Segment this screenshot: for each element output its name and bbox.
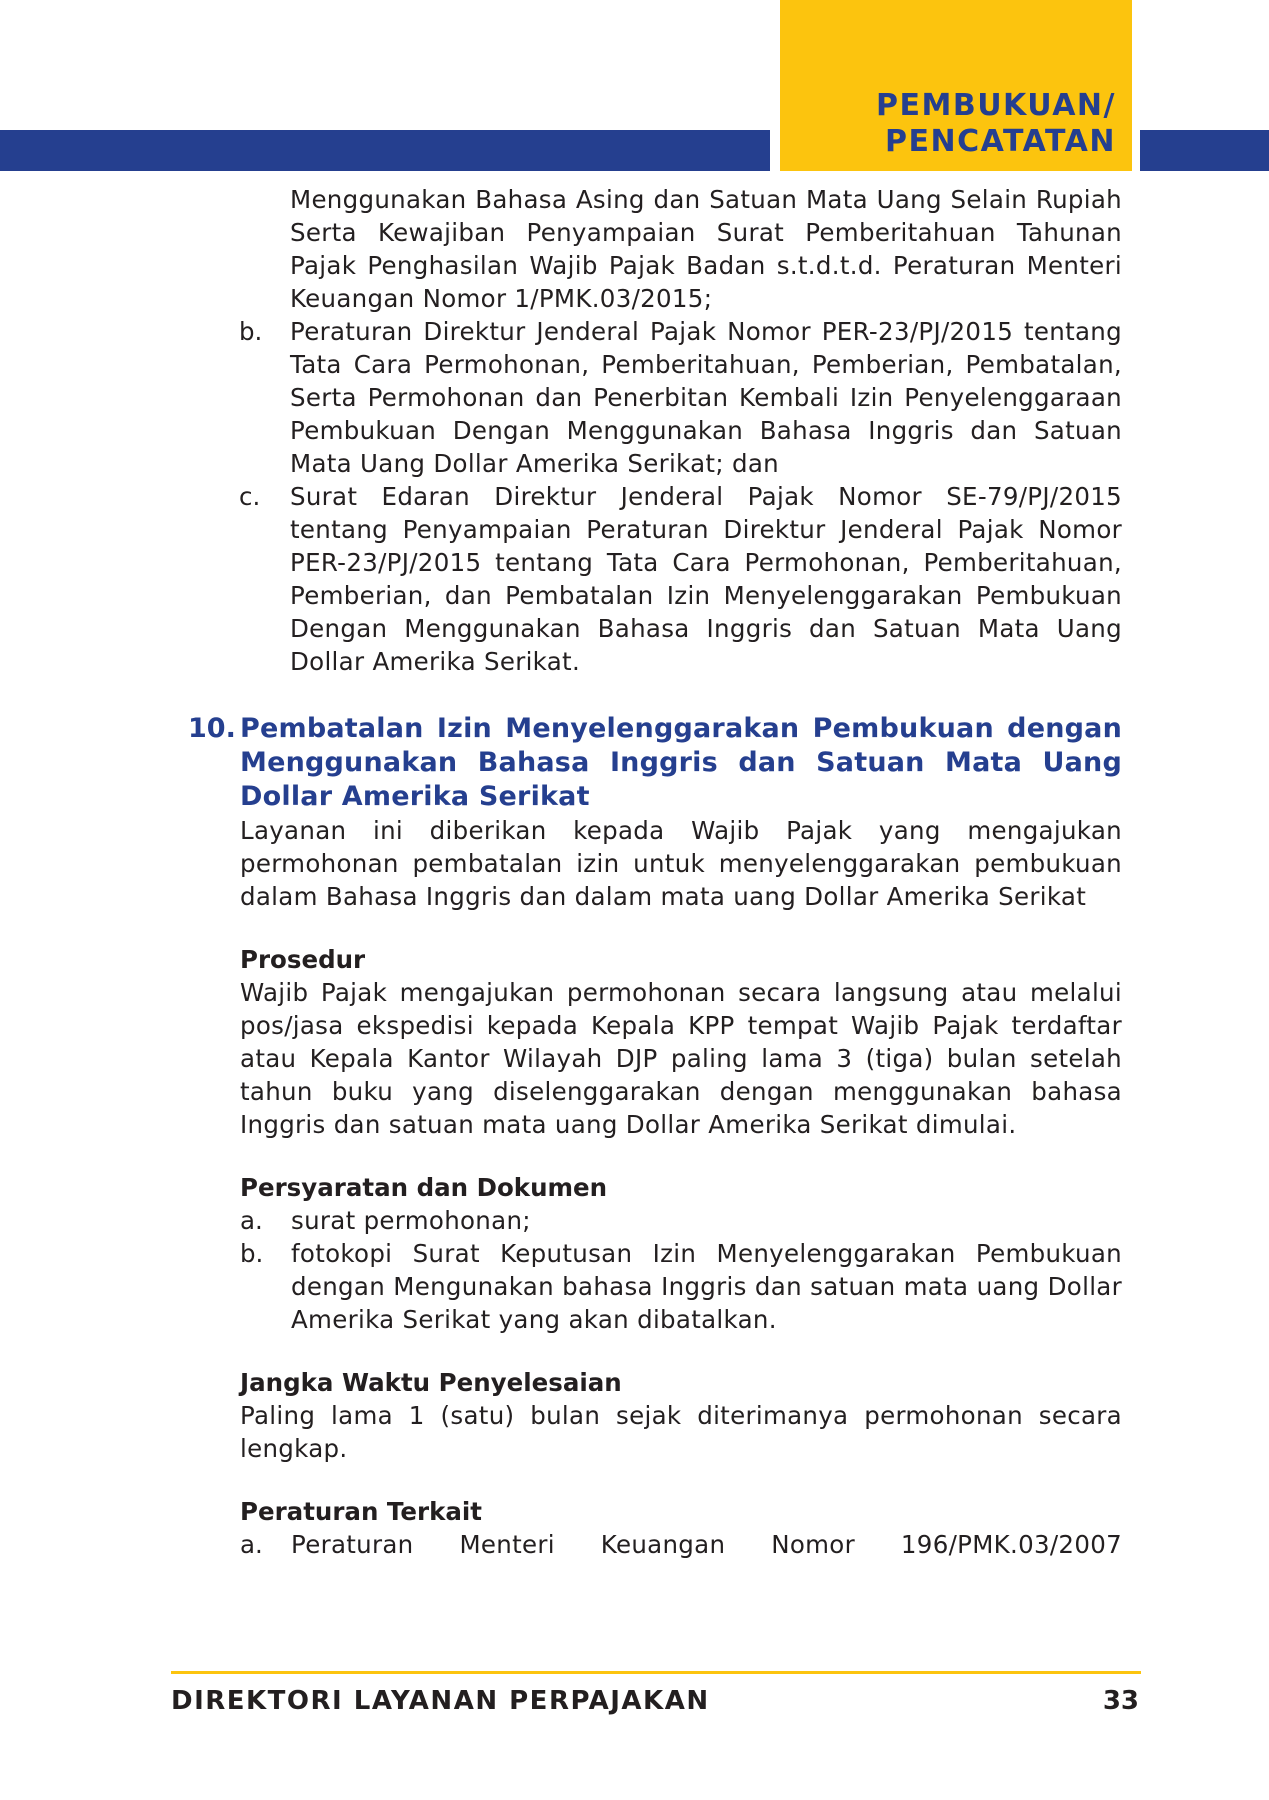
jangka-waktu-heading: Jangka Waktu Penyelesaian [240, 1368, 622, 1397]
list-item [240, 1204, 1122, 1237]
jangka-waktu-text: Paling lama 1 (satu) bulan sejak diterimanya permohonan secara lengkap. [240, 1401, 1122, 1463]
section-title: Pembatalan Izin Menyelenggarakan Pembukuan dengan Menggunakan Bahasa Inggris dan Satuan Mata Uang Dollar Amerika Serikat [240, 713, 1122, 812]
list-text: Peraturan Direktur Jenderal Pajak Nomor PER-23/PJ/2015 tentang Tata Cara Permohonan, Pemberitahuan, Pemberian, Pembatalan, Serta Permohonan dan Penerbitan Kembali Izin Penyelenggaraan Pembukuan Dengan Menggunakan Bahasa Inggris dan Satuan Mata Uang Dollar Amerika Serikat; dan [290, 317, 1122, 478]
list-letter: a. [240, 1206, 263, 1235]
page-number: 33 [1102, 1686, 1139, 1716]
list-item [240, 1237, 1122, 1336]
list-text: Surat Edaran Direktur Jenderal Pajak Nomor SE-79/PJ/2015 tentang Penyampaian Peraturan Direktur Jenderal Pajak Nomor PER-23/PJ/2015 tentang Tata Cara Permohonan, Pemberitahuan, Pemberian, dan Pembatalan Izin Menyelenggarakan Pembukuan Dengan Menggunakan Bahasa Inggris dan Satuan Mata Uang Dollar Amerika Serikat. [290, 482, 1122, 676]
list-text: surat permohonan; [291, 1206, 531, 1235]
prosedur-text: Wajib Pajak mengajukan permohonan secara langsung atau melalui pos/jasa ekspedisi kepada Kepala KPP tempat Wajib Pajak terdaftar atau Kepala Kantor Wilayah DJP paling lama 3 (tiga) bulan setelah tahun buku yang diselenggarakan dengan menggunakan bahasa Inggris dan satuan mata uang Dollar Amerika Serikat dimulai. [240, 978, 1122, 1139]
section-tab-label: PEMBUKUAN/ PENCATATAN [876, 88, 1116, 159]
footer-title: DIREKTORI LAYANAN PERPAJAKAN [171, 1686, 710, 1716]
header-bar-left [0, 130, 770, 171]
list-item [239, 480, 1122, 678]
continued-regulation-text: Menggunakan Bahasa Asing dan Satuan Mata Uang Selain Rupiah Serta Kewajiban Penyampaian Surat Pemberitahuan Tahunan Pajak Penghasilan Wajib Pajak Badan s.t.d.t.d. Peraturan Menteri Keuangan Nomor 1/PMK.03/2015; [290, 185, 1122, 313]
section-heading [188, 712, 1122, 814]
peraturan-heading: Peraturan Terkait [240, 1497, 483, 1526]
list-letter: c. [239, 482, 261, 511]
list-letter: b. [239, 317, 263, 346]
list-letter: b. [240, 1239, 264, 1268]
list-item [239, 315, 1122, 480]
list-text: Peraturan Menteri Keuangan Nomor 196/PMK.03/2007 [291, 1530, 1122, 1559]
list-item [240, 1528, 1122, 1561]
section-tab [780, 0, 1132, 171]
persyaratan-heading: Persyaratan dan Dokumen [240, 1173, 608, 1202]
page-content [188, 183, 1122, 1561]
prosedur-heading: Prosedur [240, 945, 366, 974]
section-intro: Layanan ini diberikan kepada Wajib Pajak yang mengajukan permohonan pembatalan izin untuk menyelenggarakan pembukuan dalam Bahasa Inggris dan dalam mata uang Dollar Amerika Serikat [240, 816, 1122, 911]
list-letter: a. [240, 1530, 263, 1559]
list-text: fotokopi Surat Keputusan Izin Menyelenggarakan Pembukuan dengan Mengunakan bahasa Inggris dan satuan mata uang Dollar Amerika Serikat yang akan dibatalkan. [291, 1239, 1122, 1334]
footer-rule [171, 1671, 1141, 1674]
section-body [240, 814, 1122, 1561]
section-number: 10. [188, 713, 236, 744]
header-bar-right [1140, 130, 1269, 171]
